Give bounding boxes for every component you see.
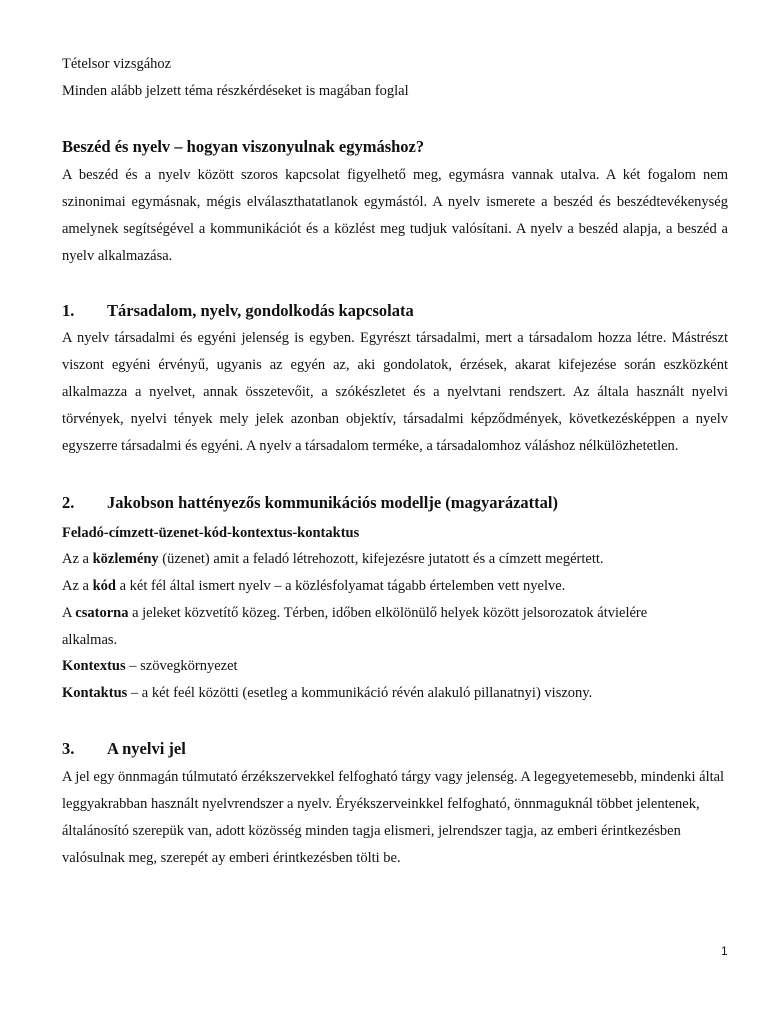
section-3-title: A nyelvi jel — [107, 739, 186, 758]
channel-term: csatorna — [75, 605, 129, 621]
contact-definition — [62, 684, 592, 702]
section-2-title: Jakobson hattényezős kommunikációs modellje (magyarázattal) — [107, 493, 558, 512]
contact-term: Kontaktus — [62, 685, 128, 701]
contact-text: – a két feél közötti (esetleg a kommunikáció révén alakuló pillanatnyi) viszony. — [127, 685, 593, 701]
code-term: kód — [92, 578, 116, 594]
message-definition — [62, 550, 604, 568]
section-1-number: 1. — [62, 301, 75, 320]
context-term: Kontextus — [62, 658, 126, 674]
section-3-paragraph: A jel egy önnmagán túlmutató érzékszervekkel felfogható tárgy vagy jelenség. A legegyetemesebb, mindenki által leggyakrabban használt nyelvrendszer a nyelv. Éryékszerveinkkel felfogható, önnmaguknál többet jelentenek, általánosító szerepük van, adott közösség minden tagja elismeri, jelrendszer tagja, az emberi érintkezésben valósulnak meg, szerepét ay emberi érintkezésben tölti be. — [62, 769, 725, 866]
channel-text: a jeleket közvetítő közeg. Térben, időben elkölönülő helyek között jelsorozatok átvielére — [128, 605, 648, 621]
section-1-paragraph: A nyelv társadalmi és egyéni jelenség is egyben. Egyrészt társadalmi, mert a társadalom hozza létre. Mástrészt viszont egyéni érvényű, ugyanis az egyén az, aki gondolatok, érzések, akarat kifejezése során eszközként alkalmazza a nyelvet, annak összetevőit, a szókészletet és a nyelvtani rendszert. Az általa használt nyelvi törvények, nyelvi tények mely jelek azonban objektív, társadalmi képződmények, következésképpen a nyelv egyszerre társadalmi és egyéni. A nyelv a társadalom terméke, a társadalomhoz váláshoz nélkülözhetetlen. — [62, 330, 728, 454]
message-text: (üzenet) amit a feladó létrehozott, kifejezésre jutatott és a címzett megértett. — [158, 551, 604, 567]
section-3-number: 3. — [62, 739, 75, 758]
context-definition — [62, 657, 238, 675]
section-2-subheading: Feladó-címzett-üzenet-kód-kontextus-kontaktus — [62, 525, 360, 541]
section-2-heading — [62, 492, 558, 514]
channel-definition — [62, 604, 647, 622]
intro-heading: Beszéd és nyelv – hogyan viszonyulnak egymáshoz? — [62, 137, 425, 156]
message-prefix: Az a — [62, 551, 93, 567]
code-prefix: Az a — [62, 578, 93, 594]
intro-paragraph: A beszéd és a nyelv között szoros kapcsolat figyelhető meg, egymásra vannak utalva. A két fogalom nem szinonimai egymásnak, mégis elválaszthatatlanok egymástól. A nyelv ismerete a beszéd és beszédtevékenység amelynek segítségével a kommunikációt és a közlést meg tudjuk valósítani. A nyelv a beszéd alapja, a beszéd a nyelv alkalmazása. — [62, 167, 728, 264]
message-term: közlemény — [92, 551, 159, 567]
context-text: – szövegkörnyezet — [125, 658, 238, 674]
section-1-title: Társadalom, nyelv, gondolkodás kapcsolata — [107, 301, 414, 320]
document-subtitle: Minden alább jelzett téma részkérdéseket is magában foglal — [62, 83, 409, 99]
channel-prefix: A — [62, 605, 76, 621]
section-2-number: 2. — [62, 493, 75, 512]
code-text: a két fél által ismert nyelv – a közlésfolyamat tágabb értelemben vett nyelve. — [115, 578, 566, 594]
code-definition — [62, 577, 565, 595]
channel-definition-continued: alkalmas. — [62, 632, 118, 648]
page-number: 1 — [721, 944, 728, 958]
section-3-heading — [62, 738, 186, 760]
document-title: Tételsor vizsgához — [62, 56, 172, 72]
section-1-heading — [62, 300, 414, 322]
